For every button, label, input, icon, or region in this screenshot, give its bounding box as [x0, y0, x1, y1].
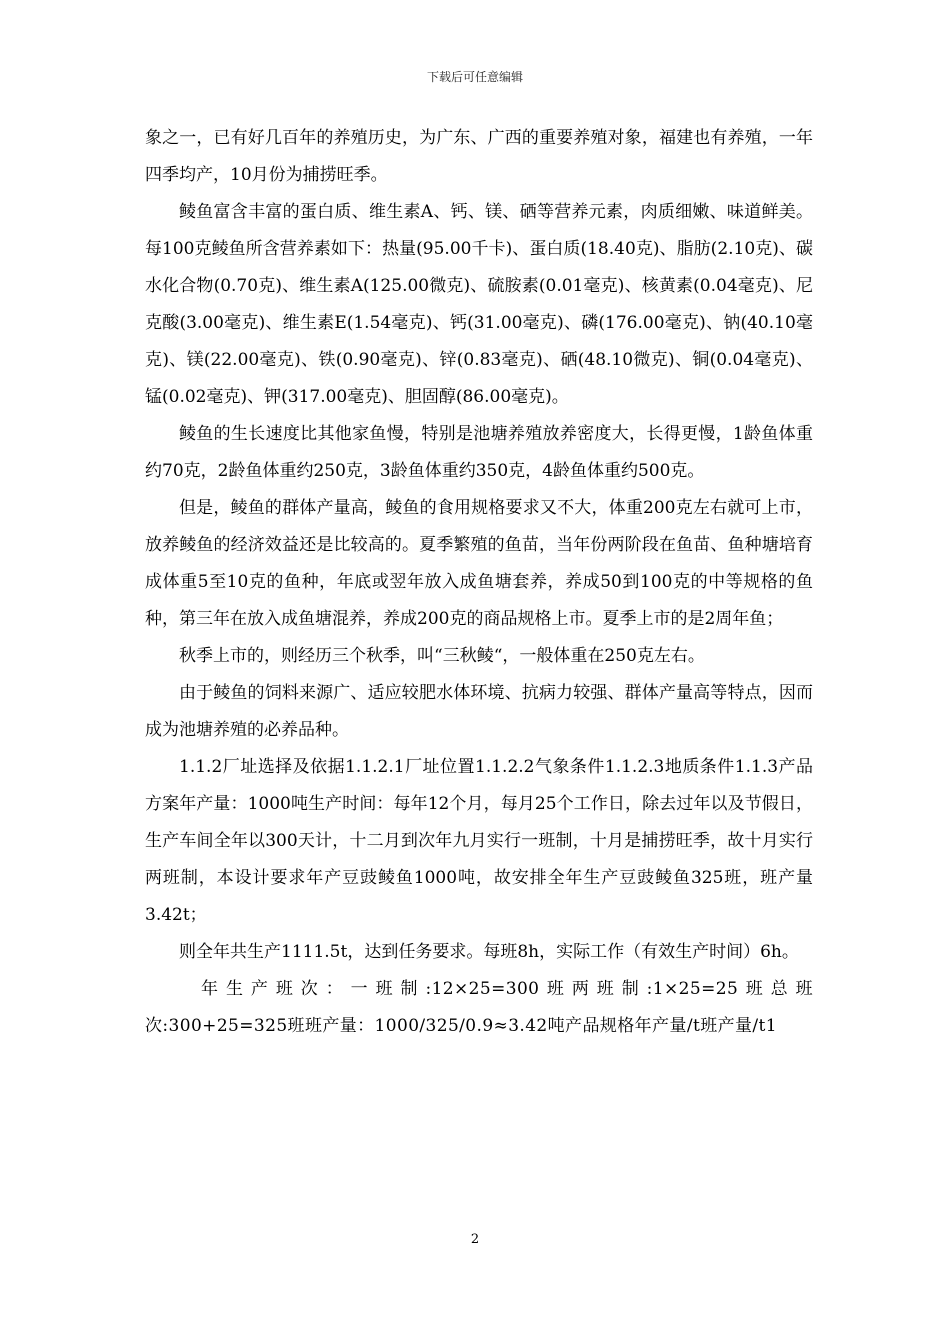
- paragraph-farming: 但是，鲮鱼的群体产量高，鲮鱼的食用规格要求又不大，体重200克左右就可上市，放养鲮鱼的经济效益还是比较高的。夏季繁殖的鱼苗，当年份两阶段在鱼苗、鱼种塘培育成体重5至10克的鱼种，年底或翌年放入成鱼塘套养，养成50到100克的中等规格的鱼种，第三年在放入成鱼塘混养，养成200克的商品规格上市。夏季上市的是2周年鱼；: [145, 498, 813, 629]
- paragraph-advantages: 由于鲮鱼的饲料来源广、适应较肥水体环境、抗病力较强、群体产量高等特点，因而成为池塘养殖的必养品种。: [145, 683, 813, 740]
- paragraph-annual-output: 则全年共生产1111.5t，达到任务要求。每班8h，实际工作（有效生产时间）6h。: [179, 942, 799, 962]
- paragraph-autumn: 秋季上市的，则经历三个秋季，叫“三秋鲮“，一般体重在250克左右。: [179, 646, 705, 666]
- page-header: 下载后可任意编辑: [426, 70, 523, 84]
- page-number: 2: [470, 1232, 480, 1247]
- paragraph-shift-schedule: 年生产班次：一班制:12×25=300班两班制:1×25=25班总班次:300+25=325班班产量：1000/325/0.9≈3.42吨产品规格年产量/t班产量/t1: [145, 979, 813, 1036]
- document-body: [145, 120, 813, 1045]
- paragraph-continuation: 象之一，已有好几百年的养殖历史，为广东、广西的重要养殖对象，福建也有养殖，一年四季均产，10月份为捕捞旺季。: [145, 128, 813, 185]
- paragraph-nutrition: 鲮鱼富含丰富的蛋白质、维生素A、钙、镁、硒等营养元素，肉质细嫩、味道鲜美。每100克鲮鱼所含营养素如下：热量(95.00千卡)、蛋白质(18.40克)、脂肪(2.10克)、碳水化合物(0.70克)、维生素A(125.00微克)、硫胺素(0.01毫克)、核黄素(0.04毫克)、尼克酸(3.00毫克)、维生素E(1.54毫克)、钙(31.00毫克)、磷(176.00毫克)、钠(40.10毫克)、镁(22.00毫克)、铁(0.90毫克)、锌(0.83毫克)、硒(48.10微克)、铜(0.04毫克)、锰(0.02毫克)、钾(317.00毫克)、胆固醇(86.00毫克)。: [145, 202, 813, 407]
- paragraph-growth: 鲮鱼的生长速度比其他家鱼慢，特别是池塘养殖放养密度大，长得更慢，1龄鱼体重约70克，2龄鱼体重约250克，3龄鱼体重约350克，4龄鱼体重约500克。: [145, 424, 813, 481]
- paragraph-site-selection: 1.1.2厂址选择及依据1.1.2.1厂址位置1.1.2.2气象条件1.1.2.3地质条件1.1.3产品方案年产量：1000吨生产时间：每年12个月，每月25个工作日，除去过年以及节假日，生产车间全年以300天计，十二月到次年九月实行一班制，十月是捕捞旺季，故十月实行两班制，本设计要求年产豆豉鲮鱼1000吨，故安排全年生产豆豉鲮鱼325班，班产量3.42t；: [145, 757, 813, 925]
